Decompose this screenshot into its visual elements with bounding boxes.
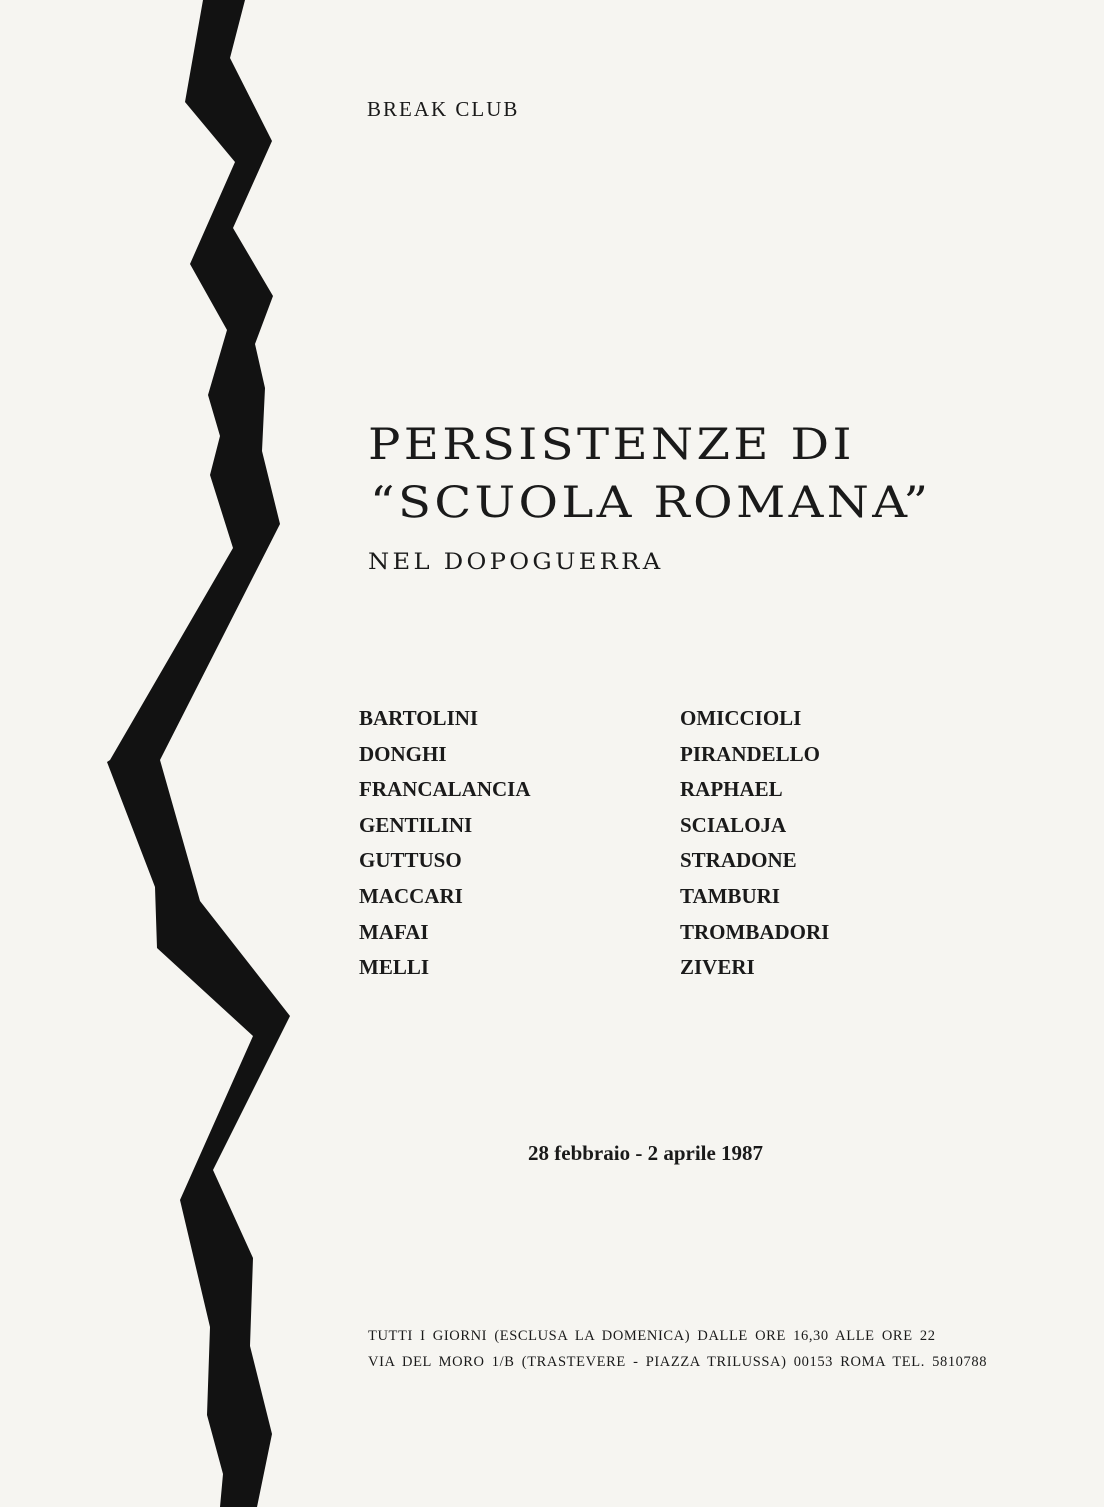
artist-name: GUTTUSO — [359, 848, 462, 873]
artist-list-right — [680, 706, 829, 991]
artist-name: RAPHAEL — [680, 777, 783, 802]
artist-name: FRANCALANCIA — [359, 777, 531, 802]
address: VIA DEL MORO 1/B (TRASTEVERE - PIAZZA TRILUSSA) 00153 ROMA TEL. 5810788 — [368, 1354, 988, 1370]
artist-name: STRADONE — [680, 848, 797, 873]
artist-name: OMICCIOLI — [680, 706, 802, 730]
artist-name: GENTILINI — [359, 812, 473, 837]
artist-name: MELLI — [359, 955, 430, 980]
artist-name: ZIVERI — [680, 955, 755, 980]
artist-name: TROMBADORI — [680, 919, 830, 944]
artist-name: BARTOLINI — [359, 706, 479, 730]
artist-name: MAFAI — [359, 919, 429, 944]
title-line-2: “SCUOLA ROMANA” — [370, 478, 932, 528]
title-line-1: PERSISTENZE DI — [368, 420, 855, 470]
artist-list-left — [359, 706, 531, 991]
artist-name: TAMBURI — [680, 883, 780, 908]
artist-name: MACCARI — [359, 883, 463, 908]
artist-name: PIRANDELLO — [680, 741, 821, 766]
club-name: BREAK CLUB — [367, 97, 520, 121]
exhibition-dates: 28 febbraio - 2 aprile 1987 — [528, 1141, 764, 1165]
opening-hours: TUTTI I GIORNI (ESCLUSA LA DOMENICA) DALLE ORE 16,30 ALLE ORE 22 — [368, 1328, 936, 1344]
subtitle: NEL DOPOGUERRA — [368, 550, 664, 575]
artist-name: SCIALOJA — [680, 812, 787, 837]
artist-name: DONGHI — [359, 741, 447, 766]
